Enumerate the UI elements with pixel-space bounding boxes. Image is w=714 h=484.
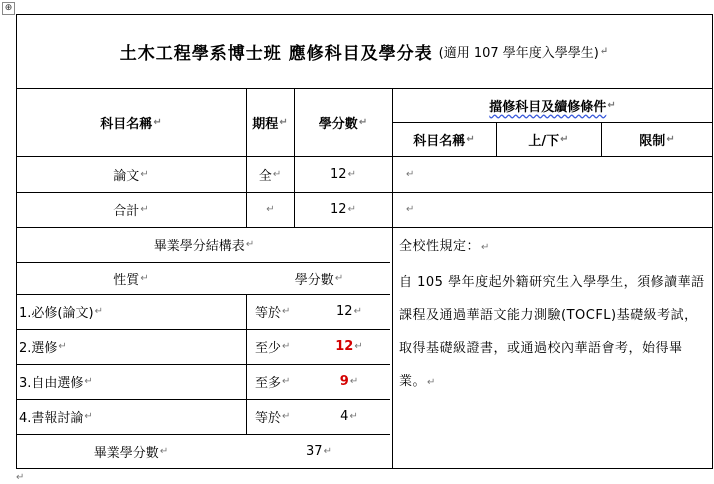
header-prereq-limit: 限制 ↵ [639,133,675,149]
header-term: 期程 ↵ [252,116,288,132]
structure-total-value: 37 ↵ [306,443,332,459]
row-total-term: ↵ [266,204,275,215]
structure-item-op: 至少 ↵ [255,341,291,356]
row-total-name: 合計 ↵ [113,204,149,219]
row-thesis-prereq: ↵ [406,168,415,180]
header-prereq-title: 擋修科目及續修條件 ↵ [489,99,616,115]
header-course-name: 科目名稱 ↵ [100,116,162,132]
structure-item-value: 12 ↵ [335,339,363,354]
structure-total-label: 畢業學分數 ↵ [93,445,169,461]
structure-item-op: 等於 ↵ [255,411,291,426]
row-thesis-term: 全 ↵ [258,168,282,184]
structure-item-label: 4.書報討論 ↵ [19,411,93,426]
table-move-handle-icon[interactable]: ⊕ [2,2,15,15]
structure-item-op: 等於 ↵ [255,306,291,321]
header-prereq-course: 科目名稱 ↵ [413,133,475,149]
course-table [16,14,713,468]
rules-heading: 全校性規定：↵ [399,239,490,254]
title-main: 土木工程學系博士班 應修科目及學分表 [119,43,433,64]
structure-item-label: 3.自由選修 ↵ [19,376,93,391]
row-thesis-credits: 12 ↵ [330,166,356,182]
header-credits: 學分數 ↵ [318,116,368,132]
structure-col-nature: 性質 ↵ [113,272,149,288]
table-title: 土木工程學系博士班 應修科目及學分表 (適用 107 學年度入學學生) ↵ [16,14,713,88]
row-total-credits: 12 ↵ [330,202,356,217]
row-thesis-name: 論文 ↵ [113,168,149,184]
structure-title: 畢業學分結構表 ↵ [153,239,255,254]
university-rules [392,227,713,468]
structure-item-value: 9 ↵ [339,374,359,389]
structure-item-op: 至多 ↵ [255,376,291,391]
rules-body: 自 105 學年度起外籍研究生入學學生，須修讀華語課程及通過華語文能力測驗(TOCFL)基礎級考試，取得基礎級證書，或通過校內華語會考，始得畢業。↵ [399,274,705,389]
structure-item-value: 4 ↵ [340,409,358,424]
structure-col-credits: 學分數 ↵ [294,272,344,288]
title-note: (適用 107 學年度入學學生) [438,45,599,61]
structure-item-label: 1.必修(論文) ↵ [19,306,103,321]
row-total-prereq: ↵ [406,204,415,215]
paragraph-mark-icon: ↵ [16,472,25,483]
structure-item-label: 2.選修 ↵ [19,341,67,356]
header-prereq-term: 上/下 ↵ [528,133,569,149]
structure-item-value: 12 ↵ [336,304,362,319]
